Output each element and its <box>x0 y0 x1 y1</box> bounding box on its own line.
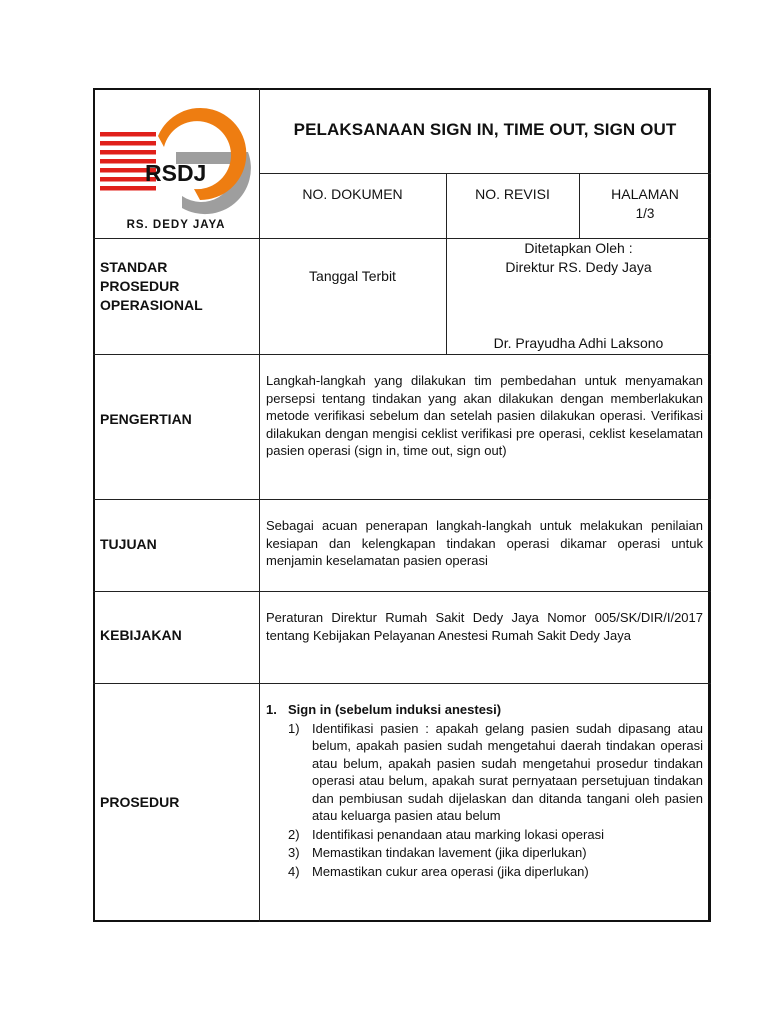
divider-sop-bottom <box>93 354 711 355</box>
divider-logo-col <box>259 88 260 922</box>
prosedur-heading-number: 1. <box>266 702 277 717</box>
list-item-number: 4) <box>288 863 300 879</box>
list-item <box>266 826 703 844</box>
document-title: PELAKSANAAN SIGN IN, TIME OUT, SIGN OUT <box>293 120 677 139</box>
prosedur-content <box>266 701 703 881</box>
list-item <box>266 720 703 825</box>
sop-label-line2: PROSEDUR <box>100 278 180 294</box>
divider-pengertian-bottom <box>93 499 711 500</box>
pengertian-label: PENGERTIAN <box>100 411 192 427</box>
kebijakan-text: Peraturan Direktur Rumah Sakit Dedy Jaya Nomor 005/SK/DIR/I/2017 tentang Kebijakan Pelayanan Anestesi Rumah Sakit Dedy Jaya <box>266 610 703 643</box>
list-item-text: Memastikan cukur area operasi (jika diperlukan) <box>312 863 589 879</box>
rsdj-logo-icon <box>98 96 253 221</box>
no-dokumen-label: NO. DOKUMEN <box>302 186 403 202</box>
list-item-number: 2) <box>288 826 300 842</box>
list-item <box>266 844 703 862</box>
svg-text:RSDJ: RSDJ <box>145 160 207 186</box>
list-item-number: 3) <box>288 845 300 860</box>
list-item-number: 1) <box>288 720 300 736</box>
divider-tujuan-bottom <box>93 591 711 592</box>
sop-label-line1: STANDAR <box>100 259 168 275</box>
prosedur-label: PROSEDUR <box>100 794 180 810</box>
hospital-logo <box>98 96 253 221</box>
signatory-name: Dr. Prayudha Adhi Laksono <box>493 335 664 351</box>
divider-header-bottom <box>93 238 711 239</box>
list-item <box>266 863 703 881</box>
halaman-value: 1/3 <box>635 206 655 221</box>
ditetapkan-by: Direktur RS. Dedy Jaya <box>505 259 652 275</box>
tujuan-label: TUJUAN <box>100 536 157 552</box>
hospital-name: RS. DEDY JAYA <box>126 219 226 231</box>
tujuan-text: Sebagai acuan penerapan langkah-langkah untuk melakukan penilaian kesiapan dan kelengkapan tindakan operasi dikamar operasi untuk menjamin keselamatan pasien operasi <box>266 518 703 568</box>
ditetapkan-label: Ditetapkan Oleh : <box>524 240 633 256</box>
sop-label <box>100 258 255 315</box>
list-item-text: Identifikasi penandaan atau marking lokasi operasi <box>312 826 604 842</box>
divider-header-title <box>259 173 711 174</box>
sop-document <box>93 88 711 922</box>
tanggal-terbit-label: Tanggal Terbit <box>309 268 396 284</box>
prosedur-heading <box>266 701 703 719</box>
halaman-label: HALAMAN <box>611 186 679 202</box>
kebijakan-label: KEBIJAKAN <box>100 627 182 643</box>
list-item-text: Identifikasi pasien : apakah gelang pasien sudah dipasang atau belum, apakah pasien sudah mengetahui daerah tindakan operasi atau belum, apakah pasien sudah mengetahui prosedur tindakan operasi atau belum, apakah surat pernyataan persetujuan tindakan dan pembiusan sudah dijelaskan dan ditanda tangani oleh pasien atau keluarga pasien atau belum <box>312 720 703 823</box>
pengertian-text: Langkah-langkah yang dilakukan tim pembedahan untuk menyamakan persepsi tentang tindakan yang akan dilakukan dengan memberlakukan metode verifikasi sebelum dan setelah pasien dilakukan operasi. Verifikasi dilakukan dengan mengisi ceklist verifikasi pre operasi, ceklist keselamatan pasien operasi (sign in, time out, sign out) <box>266 373 703 458</box>
list-item-text: Memastikan tindakan lavement (jika diperlukan) <box>312 845 587 860</box>
sop-label-line3: OPERASIONAL <box>100 297 203 313</box>
no-revisi-label: NO. REVISI <box>475 186 550 202</box>
divider-kebijakan-bottom <box>93 683 711 684</box>
prosedur-heading-text: Sign in (sebelum induksi anestesi) <box>288 702 502 717</box>
